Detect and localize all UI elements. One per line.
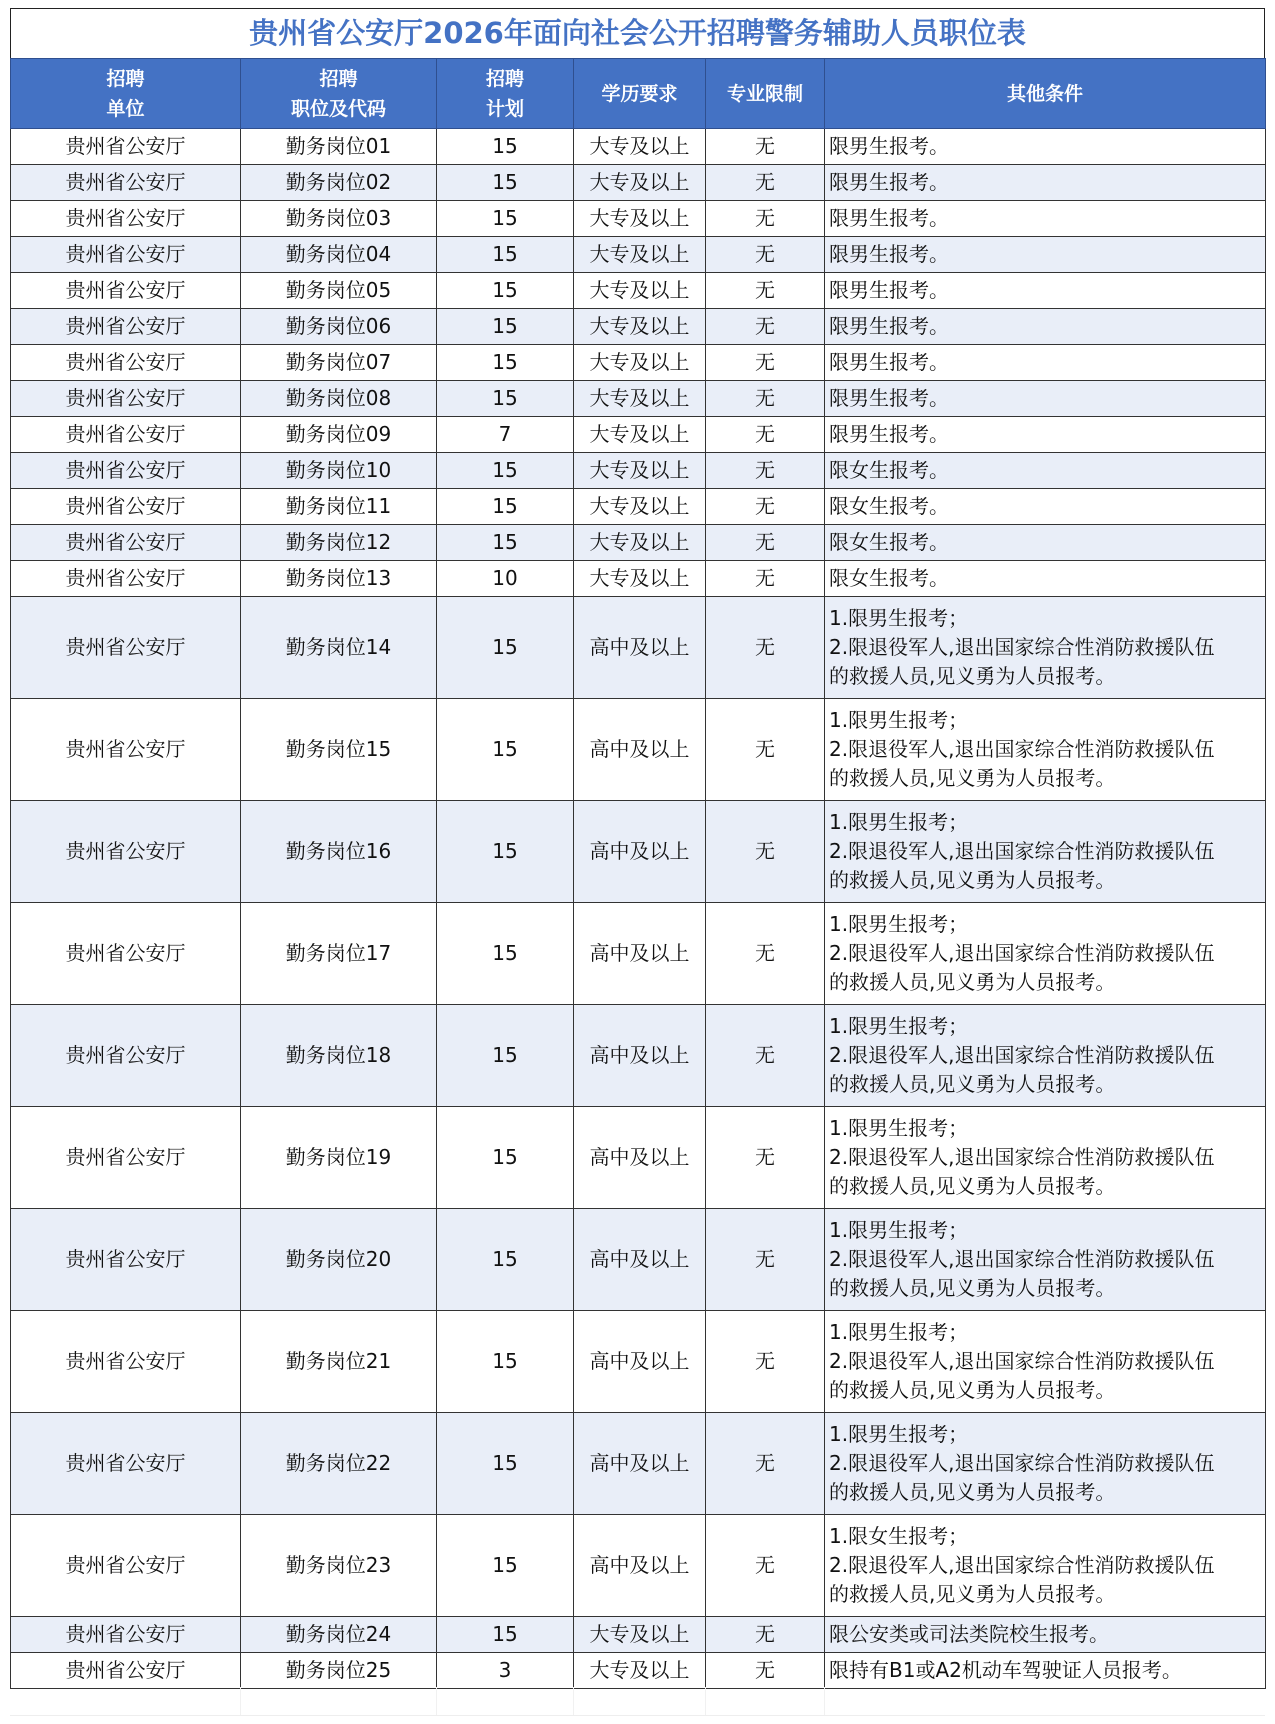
unit-cell: 贵州省公安厅 — [11, 1311, 241, 1413]
condition-line: 限女生报考。 — [829, 530, 949, 554]
unit-cell: 贵州省公安厅 — [11, 417, 241, 453]
condition-line: 限男生报考。 — [829, 206, 949, 230]
other-conditions-cell — [825, 273, 1266, 309]
major-cell: 无 — [706, 801, 825, 903]
other-conditions-cell — [825, 417, 1266, 453]
plan-cell: 15 — [437, 903, 574, 1005]
condition-line: 限女生报考。 — [829, 494, 949, 518]
major-cell: 无 — [706, 903, 825, 1005]
plan-cell: 15 — [437, 1413, 574, 1515]
unit-cell: 贵州省公安厅 — [11, 309, 241, 345]
table-row — [11, 801, 1266, 903]
education-cell: 大专及以上 — [574, 381, 706, 417]
unit-cell: 贵州省公安厅 — [11, 1413, 241, 1515]
unit-cell: 贵州省公安厅 — [11, 1617, 241, 1653]
position-cell: 勤务岗位06 — [241, 309, 437, 345]
header-line: 职位及代码 — [290, 97, 386, 120]
plan-cell: 15 — [437, 1209, 574, 1311]
plan-cell: 15 — [437, 453, 574, 489]
plan-cell: 10 — [437, 561, 574, 597]
condition-line: 限女生报考。 — [829, 458, 949, 482]
unit-cell: 贵州省公安厅 — [11, 489, 241, 525]
education-cell: 大专及以上 — [574, 345, 706, 381]
empty-spreadsheet-row — [10, 1687, 1265, 1716]
education-cell: 大专及以上 — [574, 1617, 706, 1653]
table-row — [11, 561, 1266, 597]
position-cell: 勤务岗位18 — [241, 1005, 437, 1107]
plan-cell: 15 — [437, 1617, 574, 1653]
table-row — [11, 1209, 1266, 1311]
position-cell: 勤务岗位19 — [241, 1107, 437, 1209]
position-cell: 勤务岗位04 — [241, 237, 437, 273]
unit-cell: 贵州省公安厅 — [11, 801, 241, 903]
major-cell: 无 — [706, 699, 825, 801]
position-cell: 勤务岗位02 — [241, 165, 437, 201]
unit-cell: 贵州省公安厅 — [11, 903, 241, 1005]
condition-line: 1.限男生报考； — [829, 1422, 969, 1446]
job-table-document — [10, 8, 1265, 1689]
education-cell: 大专及以上 — [574, 1653, 706, 1689]
education-cell: 大专及以上 — [574, 453, 706, 489]
condition-line: 1.限女生报考； — [829, 1524, 969, 1548]
condition-line: 的救援人员,见义勇为人员报考。 — [829, 970, 1116, 994]
other-conditions-cell — [825, 801, 1266, 903]
other-conditions-cell — [825, 1617, 1266, 1653]
other-conditions-cell — [825, 1653, 1266, 1689]
position-cell: 勤务岗位17 — [241, 903, 437, 1005]
other-conditions-cell — [825, 699, 1266, 801]
major-cell: 无 — [706, 309, 825, 345]
condition-line: 2.限退役军人,退出国家综合性消防救援队伍 — [829, 1349, 1215, 1373]
major-cell: 无 — [706, 597, 825, 699]
major-cell: 无 — [706, 201, 825, 237]
position-cell: 勤务岗位01 — [241, 129, 437, 165]
table-row — [11, 1005, 1266, 1107]
education-cell: 大专及以上 — [574, 561, 706, 597]
other-conditions-cell — [825, 525, 1266, 561]
other-conditions-cell — [825, 165, 1266, 201]
unit-cell: 贵州省公安厅 — [11, 345, 241, 381]
table-row — [11, 381, 1266, 417]
position-cell: 勤务岗位05 — [241, 273, 437, 309]
plan-cell: 15 — [437, 237, 574, 273]
plan-cell: 15 — [437, 489, 574, 525]
condition-line: 限男生报考。 — [829, 242, 949, 266]
condition-line: 2.限退役军人,退出国家综合性消防救援队伍 — [829, 1043, 1215, 1067]
unit-cell: 贵州省公安厅 — [11, 237, 241, 273]
education-cell: 高中及以上 — [574, 801, 706, 903]
header-line: 招聘 — [319, 67, 358, 90]
unit-cell: 贵州省公安厅 — [11, 1005, 241, 1107]
condition-line: 的救援人员,见义勇为人员报考。 — [829, 1174, 1116, 1198]
plan-cell: 15 — [437, 345, 574, 381]
table-row — [11, 237, 1266, 273]
plan-cell: 15 — [437, 129, 574, 165]
other-conditions-cell — [825, 345, 1266, 381]
unit-cell: 贵州省公安厅 — [11, 165, 241, 201]
major-cell: 无 — [706, 1311, 825, 1413]
unit-cell: 贵州省公安厅 — [11, 525, 241, 561]
education-cell: 大专及以上 — [574, 273, 706, 309]
header-education — [574, 59, 706, 129]
table-row — [11, 273, 1266, 309]
major-cell: 无 — [706, 1653, 825, 1689]
table-row — [11, 1653, 1266, 1689]
major-cell: 无 — [706, 237, 825, 273]
header-position — [241, 59, 437, 129]
condition-line: 限男生报考。 — [829, 350, 949, 374]
condition-line: 2.限退役军人,退出国家综合性消防救援队伍 — [829, 1553, 1215, 1577]
condition-line: 的救援人员,见义勇为人员报考。 — [829, 1072, 1116, 1096]
position-cell: 勤务岗位16 — [241, 801, 437, 903]
condition-line: 的救援人员,见义勇为人员报考。 — [829, 664, 1116, 688]
education-cell: 高中及以上 — [574, 1107, 706, 1209]
condition-line: 2.限退役军人,退出国家综合性消防救援队伍 — [829, 737, 1215, 761]
other-conditions-cell — [825, 237, 1266, 273]
condition-line: 2.限退役军人,退出国家综合性消防救援队伍 — [829, 1451, 1215, 1475]
condition-line: 1.限男生报考； — [829, 708, 969, 732]
condition-line: 的救援人员,见义勇为人员报考。 — [829, 766, 1116, 790]
condition-line: 限持有B1或A2机动车驾驶证人员报考。 — [829, 1658, 1182, 1682]
unit-cell: 贵州省公安厅 — [11, 381, 241, 417]
header-line: 专业限制 — [726, 82, 803, 105]
unit-cell: 贵州省公安厅 — [11, 273, 241, 309]
table-row — [11, 489, 1266, 525]
education-cell: 高中及以上 — [574, 1413, 706, 1515]
header-unit — [11, 59, 241, 129]
unit-cell: 贵州省公安厅 — [11, 129, 241, 165]
other-conditions-cell — [825, 1107, 1266, 1209]
unit-cell: 贵州省公安厅 — [11, 699, 241, 801]
plan-cell: 15 — [437, 801, 574, 903]
plan-cell: 15 — [437, 1107, 574, 1209]
table-row — [11, 1515, 1266, 1617]
position-cell: 勤务岗位12 — [241, 525, 437, 561]
education-cell: 高中及以上 — [574, 1515, 706, 1617]
position-cell: 勤务岗位09 — [241, 417, 437, 453]
education-cell: 高中及以上 — [574, 903, 706, 1005]
condition-line: 限男生报考。 — [829, 278, 949, 302]
condition-line: 2.限退役军人,退出国家综合性消防救援队伍 — [829, 1247, 1215, 1271]
education-cell: 大专及以上 — [574, 237, 706, 273]
table-row — [11, 417, 1266, 453]
header-line: 其他条件 — [1006, 82, 1083, 105]
other-conditions-cell — [825, 489, 1266, 525]
unit-cell: 贵州省公安厅 — [11, 1209, 241, 1311]
position-cell: 勤务岗位21 — [241, 1311, 437, 1413]
other-conditions-cell — [825, 1005, 1266, 1107]
header-plan — [437, 59, 574, 129]
education-cell: 高中及以上 — [574, 699, 706, 801]
position-cell: 勤务岗位08 — [241, 381, 437, 417]
plan-cell: 15 — [437, 525, 574, 561]
header-major — [706, 59, 825, 129]
unit-cell: 贵州省公安厅 — [11, 1515, 241, 1617]
major-cell: 无 — [706, 129, 825, 165]
education-cell: 高中及以上 — [574, 1005, 706, 1107]
plan-cell: 15 — [437, 309, 574, 345]
major-cell: 无 — [706, 489, 825, 525]
position-cell: 勤务岗位15 — [241, 699, 437, 801]
table-header-row — [11, 59, 1266, 129]
condition-line: 2.限退役军人,退出国家综合性消防救援队伍 — [829, 635, 1215, 659]
condition-line: 限女生报考。 — [829, 566, 949, 590]
header-line: 招聘 — [106, 67, 145, 90]
unit-cell: 贵州省公安厅 — [11, 597, 241, 699]
major-cell: 无 — [706, 561, 825, 597]
major-cell: 无 — [706, 1617, 825, 1653]
condition-line: 1.限男生报考； — [829, 1116, 969, 1140]
position-cell: 勤务岗位03 — [241, 201, 437, 237]
major-cell: 无 — [706, 1005, 825, 1107]
table-row — [11, 453, 1266, 489]
table-row — [11, 345, 1266, 381]
position-cell: 勤务岗位07 — [241, 345, 437, 381]
education-cell: 大专及以上 — [574, 525, 706, 561]
position-cell: 勤务岗位24 — [241, 1617, 437, 1653]
condition-line: 限男生报考。 — [829, 386, 949, 410]
position-cell: 勤务岗位22 — [241, 1413, 437, 1515]
education-cell: 大专及以上 — [574, 309, 706, 345]
unit-cell: 贵州省公安厅 — [11, 453, 241, 489]
plan-cell: 15 — [437, 201, 574, 237]
unit-cell: 贵州省公安厅 — [11, 1653, 241, 1689]
major-cell: 无 — [706, 453, 825, 489]
condition-line: 2.限退役军人,退出国家综合性消防救援队伍 — [829, 1145, 1215, 1169]
header-other-conditions — [825, 59, 1266, 129]
table-row — [11, 309, 1266, 345]
plan-cell: 15 — [437, 381, 574, 417]
plan-cell: 7 — [437, 417, 574, 453]
other-conditions-cell — [825, 453, 1266, 489]
condition-line: 2.限退役军人,退出国家综合性消防救援队伍 — [829, 941, 1215, 965]
table-row — [11, 1107, 1266, 1209]
condition-line: 1.限男生报考； — [829, 1320, 969, 1344]
education-cell: 高中及以上 — [574, 1311, 706, 1413]
table-row — [11, 903, 1266, 1005]
table-row — [11, 1413, 1266, 1515]
table-row — [11, 129, 1266, 165]
other-conditions-cell — [825, 903, 1266, 1005]
education-cell: 大专及以上 — [574, 417, 706, 453]
table-row — [11, 597, 1266, 699]
condition-line: 限男生报考。 — [829, 422, 949, 446]
condition-line: 的救援人员,见义勇为人员报考。 — [829, 1276, 1116, 1300]
other-conditions-cell — [825, 309, 1266, 345]
other-conditions-cell — [825, 1515, 1266, 1617]
other-conditions-cell — [825, 561, 1266, 597]
other-conditions-cell — [825, 201, 1266, 237]
position-cell: 勤务岗位13 — [241, 561, 437, 597]
plan-cell: 15 — [437, 1005, 574, 1107]
position-cell: 勤务岗位25 — [241, 1653, 437, 1689]
plan-cell: 15 — [437, 1515, 574, 1617]
condition-line: 限男生报考。 — [829, 314, 949, 338]
position-cell: 勤务岗位23 — [241, 1515, 437, 1617]
education-cell: 大专及以上 — [574, 201, 706, 237]
other-conditions-cell — [825, 381, 1266, 417]
plan-cell: 15 — [437, 597, 574, 699]
header-line: 学历要求 — [601, 82, 678, 105]
condition-line: 1.限男生报考； — [829, 1014, 969, 1038]
condition-line: 2.限退役军人,退出国家综合性消防救援队伍 — [829, 839, 1215, 863]
table-row — [11, 525, 1266, 561]
plan-cell: 15 — [437, 1311, 574, 1413]
major-cell: 无 — [706, 345, 825, 381]
education-cell: 大专及以上 — [574, 489, 706, 525]
major-cell: 无 — [706, 165, 825, 201]
plan-cell: 15 — [437, 273, 574, 309]
plan-cell: 15 — [437, 699, 574, 801]
header-line: 招聘 — [485, 67, 524, 90]
education-cell: 高中及以上 — [574, 597, 706, 699]
condition-line: 的救援人员,见义勇为人员报考。 — [829, 868, 1116, 892]
major-cell: 无 — [706, 1209, 825, 1311]
major-cell: 无 — [706, 1107, 825, 1209]
major-cell: 无 — [706, 1515, 825, 1617]
major-cell: 无 — [706, 525, 825, 561]
position-cell: 勤务岗位10 — [241, 453, 437, 489]
education-cell: 高中及以上 — [574, 1209, 706, 1311]
condition-line: 1.限男生报考； — [829, 606, 969, 630]
header-line: 计划 — [485, 97, 524, 120]
condition-line: 限公安类或司法类院校生报考。 — [829, 1622, 1109, 1646]
condition-line: 的救援人员,见义勇为人员报考。 — [829, 1582, 1116, 1606]
condition-line: 1.限男生报考； — [829, 1218, 969, 1242]
table-row — [11, 1617, 1266, 1653]
condition-line: 限男生报考。 — [829, 170, 949, 194]
table-row — [11, 699, 1266, 801]
unit-cell: 贵州省公安厅 — [11, 201, 241, 237]
condition-line: 的救援人员,见义勇为人员报考。 — [829, 1480, 1116, 1504]
position-cell: 勤务岗位11 — [241, 489, 437, 525]
other-conditions-cell — [825, 1209, 1266, 1311]
other-conditions-cell — [825, 1413, 1266, 1515]
plan-cell: 3 — [437, 1653, 574, 1689]
positions-table — [10, 58, 1266, 1689]
condition-line: 1.限男生报考； — [829, 810, 969, 834]
position-cell: 勤务岗位20 — [241, 1209, 437, 1311]
table-row — [11, 201, 1266, 237]
unit-cell: 贵州省公安厅 — [11, 1107, 241, 1209]
other-conditions-cell — [825, 597, 1266, 699]
major-cell: 无 — [706, 417, 825, 453]
education-cell: 大专及以上 — [574, 129, 706, 165]
condition-line: 1.限男生报考； — [829, 912, 969, 936]
other-conditions-cell — [825, 1311, 1266, 1413]
education-cell: 大专及以上 — [574, 165, 706, 201]
plan-cell: 15 — [437, 165, 574, 201]
table-row — [11, 165, 1266, 201]
major-cell: 无 — [706, 381, 825, 417]
condition-line: 限男生报考。 — [829, 134, 949, 158]
header-line: 单位 — [106, 97, 145, 120]
other-conditions-cell — [825, 129, 1266, 165]
position-cell: 勤务岗位14 — [241, 597, 437, 699]
condition-line: 的救援人员,见义勇为人员报考。 — [829, 1378, 1116, 1402]
major-cell: 无 — [706, 1413, 825, 1515]
unit-cell: 贵州省公安厅 — [11, 561, 241, 597]
major-cell: 无 — [706, 273, 825, 309]
table-row — [11, 1311, 1266, 1413]
document-title: 贵州省公安厅2026年面向社会公开招聘警务辅助人员职位表 — [10, 8, 1265, 58]
